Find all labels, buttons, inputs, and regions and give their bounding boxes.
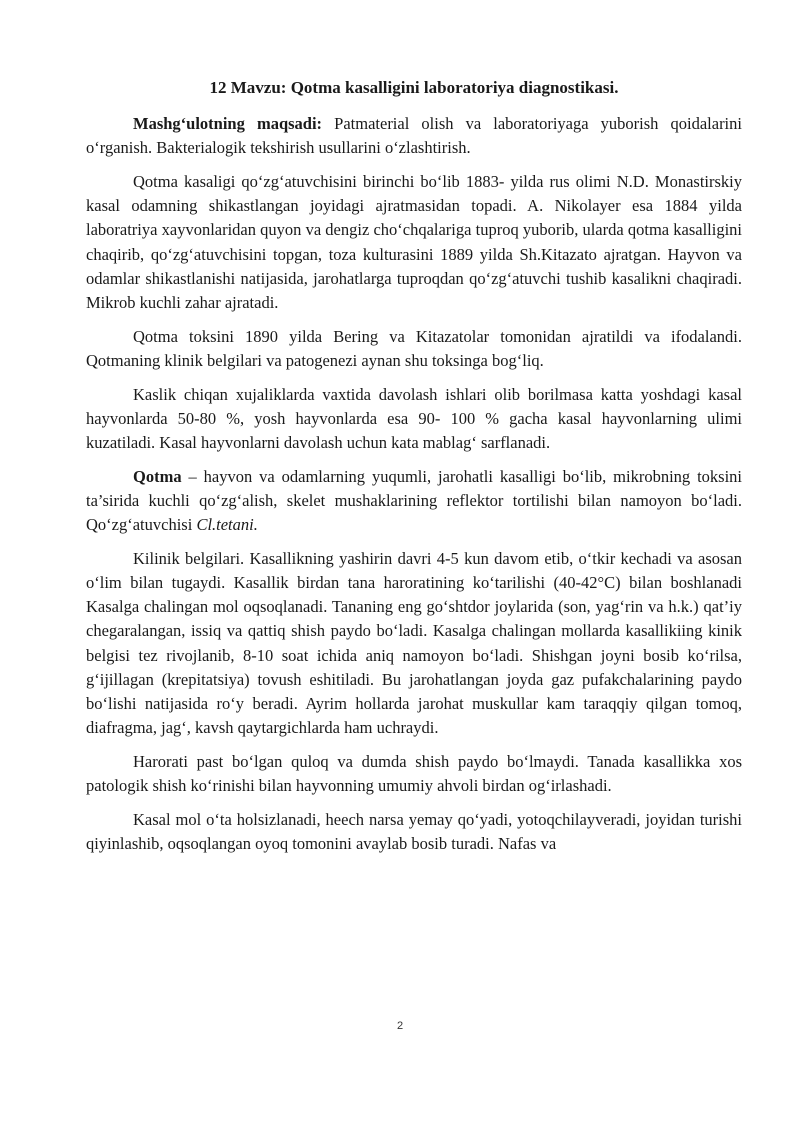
lesson-goal-text: Patmaterial olish va laboratoriyaga yuborish qoidalarini o‘rganish. Bakterialogik tekshirish usullarini o‘zlashtirish.	[86, 114, 742, 158]
document-page	[86, 76, 742, 866]
definition-term: Qotma	[133, 466, 182, 486]
definition-paragraph	[86, 465, 742, 538]
lesson-goal-label: Mashg‘ulotning maqsadi:	[133, 114, 323, 133]
lesson-goal-paragraph	[86, 112, 742, 160]
condition-paragraph: Kasal mol o‘ta holsizlanadi, heech narsa yemay qo‘yadi, yotoqchilayveradi, joyidan turishi qiyinlashib, oqsoqlangan oyoq tomonini avaylab bosib turadi. Nafas va	[86, 809, 742, 853]
clinical-signs-paragraph: Kilinik belgilari. Kasallikning yashirin davri 4-5 kun davom etib, o‘tkir kechadi va asosan o‘lim bilan tugaydi. Kasallik birdan tana haroratining ko‘tarilishi (40-42°C) bilan boshlanadi Kasalga chalingan mol oqsoqlanadi. Tananing eng go‘shtdor joylarida (son, yag‘rin va h.k.) qat’iy chegaralangan, issiq va qattiq shish paydo bo‘ladi. Kasalga chalingan mollarda kasallikiing kinik belgisi tez rivojlanib, 8-10 soat ichida aniq namoyon bo‘ladi. Shishgan joyni bosib ko‘rilsa, g‘ijillagan (krepitatsiya) tovush eshitiladi. Bu jarohatlangan joyda gaz pufakchalarining paydo bo‘lishi natijasida ro‘y beradi. Ayrim hollarda jarohat muskullar kam taraqqiy qilgan tomoq, diafragma, jag‘, kavsh qaytargichlarda ham uchraydi.	[86, 548, 742, 738]
page-number: 2	[396, 1020, 404, 1032]
definition-text: – hayvon va odamlarning yuqumli, jarohatli kasalligi bo‘lib, mikrobning toksini ta’sirida kuchli qo‘zg‘alish, skelet mushaklarining reflektor tortilishi bilan namoyon bo‘ladi. Qo‘zg‘atuvchisi	[86, 466, 742, 535]
pathogen-name: Cl.tetani.	[196, 515, 258, 535]
page-title: 12 Mavzu: Qotma kasalligini laboratoriya diagnostikasi.	[209, 78, 619, 97]
swelling-paragraph: Harorati past bo‘lgan quloq va dumda shish paydo bo‘lmaydi. Tanada kasallikka xos patologik shish ko‘rinishi bilan hayvonning umumiy ahvoli birdan og‘irlashadi.	[86, 751, 742, 796]
history-paragraph: Qotma kasaligi qo‘zg‘atuvchisini birinchi bo‘lib 1883- yilda rus olimi N.D. Monastirskiy kasal odamning shikastlangan joyidagi ajratmasidan topadi. A. Nikolayer esa 1884 yilda laboratriya xayvonlaridan quyon va dengiz cho‘chqalariga tuproq yuborib, ularda qotma kasalligini chaqirib, qo‘zg‘atuvchisini topgan, toza kulturasini 1889 yilda Sh.Kitazato ajratgan. Hayvon va odamlar shikastlanishi natijasida, jarohatlarga tuproqdan qo‘zg‘atuvchi tushib kasalikni chaqiradi. Mikrob kuchli zahar ajratadi.	[86, 171, 742, 312]
mortality-paragraph: Kaslik chiqan xujaliklarda vaxtida davolash ishlari olib borilmasa katta yoshdagi kasal hayvonlarda 50-80 %, yosh hayvonlarda esa 90- 100 % gacha kasal hayvonlarning ulimi kuzatiladi. Kasal hayvonlarni davolash uchun kata mablag‘ sarflanadi.	[86, 384, 742, 452]
toxin-paragraph: Qotma toksini 1890 yilda Bering va Kitazatolar tomonidan ajratildi va ifodalandi. Qotmaning klinik belgilari va patogenezi aynan shu toksinga bog‘liq.	[86, 326, 742, 370]
